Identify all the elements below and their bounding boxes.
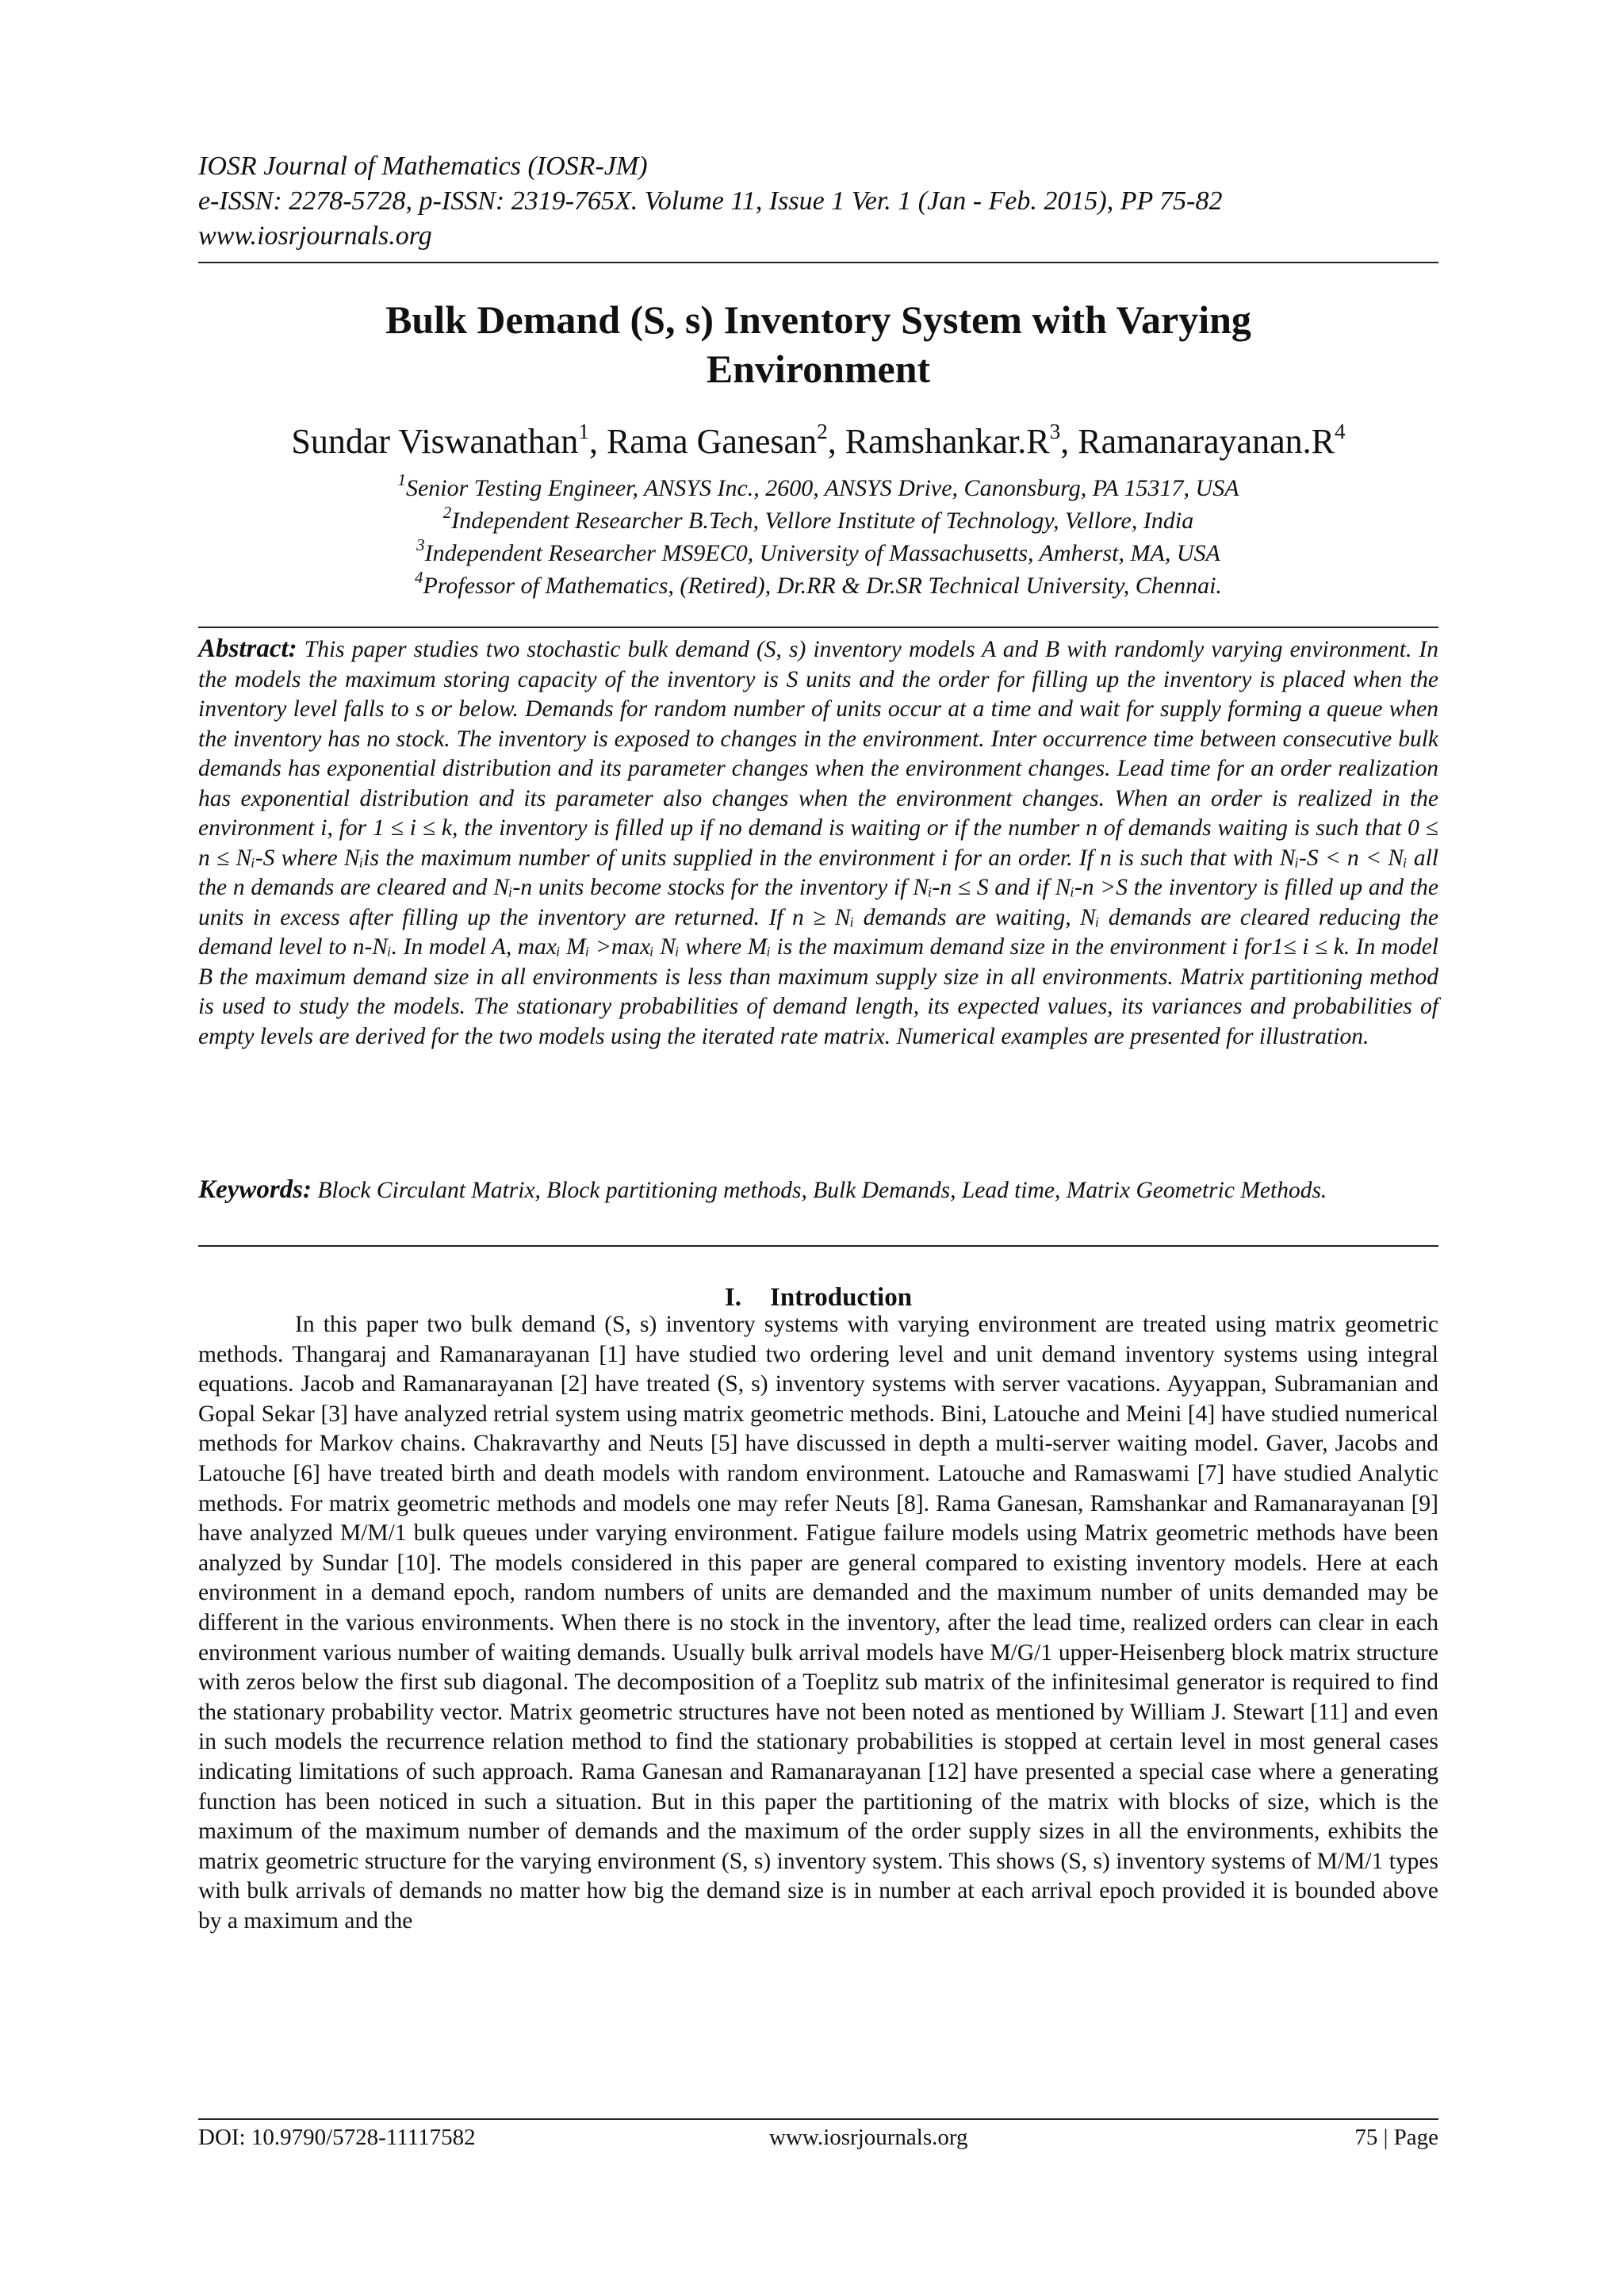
introduction-paragraph: In this paper two bulk demand (S, s) inventory systems with varying environment are treated using matrix geometric methods. Thangaraj and Ramanarayanan [1] have studied two ordering level and unit demand inventory systems using integral equations. Jacob and Ramanarayanan [2] have treated (S, s) inventory systems with server vacations. Ayyappan, Subramanian and Gopal Sekar [3] have analyzed retrial system using matrix geometric methods. Bini, Latouche and Meini [4] have studied numerical methods for Markov chains. Chakravarthy and Neuts [5] have discussed in depth a multi-server waiting model. Gaver, Jacobs and Latouche [6] have treated birth and death models with random environment. Latouche and Ramaswami [7] have studied Analytic methods. For matrix geometric methods and models one may refer Neuts [8]. Rama Ganesan, Ramshankar and Ramanarayanan [9] have analyzed M/M/1 bulk queues under varying environment. Fatigue failure models using Matrix geometric methods have been analyzed by Sundar [10]. The models considered in this paper are general compared to existing inventory models. Here at each environment in a demand epoch, random numbers of units are demanded and the maximum number of units demanded may be different in the various environments. When there is no stock in the inventory, after the lead time, realized orders can clear in each environment various number of waiting demands. Usually bulk arrival models have M/G/1 upper-Heisenberg block matrix structure with zeros below the first sub diagonal. The decomposition of a Toeplitz sub matrix of the infinitesimal generator is required to find the stationary probability vector. Matrix geometric structures have not been noted as mentioned by William J. Stewart [11] and even in such models the recurrence relation method to find the stationary probabilities is stopped at certain level in most general cases indicating limitations of such approach. Rama Ganesan and Ramanarayanan [12] have presented a special case where a generating function has been noticed in such a situation. But in this paper the partitioning of the matrix with blocks of size, which is the maximum of the maximum number of demands and the maximum of the order supply sizes in all the environments, exhibits the matrix geometric structure for the varying environment (S, s) inventory system. This shows (S, s) inventory systems of M/M/1 types with bulk arrivals of demands no matter how big the demand size is in number at each arrival epoch provided it is bounded above by a maximum and the bbox=[198, 1312, 1438, 1934]
abstract-bottom-rule bbox=[198, 1245, 1438, 1247]
affiliation-sup: 2 bbox=[442, 502, 452, 522]
affiliation-sup: 4 bbox=[415, 567, 423, 587]
footer-doi: DOI: 10.9790/5728-11117582 bbox=[198, 2125, 476, 2150]
abstract-text: This paper studies two stochastic bulk demand (S, s) inventory models A and B with randomly varying environment. In the models the maximum storing capacity of the inventory is S units and the order for filling up the inventory is placed when the inventory level falls to s or below. Demands for random number of units occur at a time and wait for supply forming a queue when the inventory has no stock. The inventory is exposed to changes in the environment. Inter occurrence time between consecutive bulk demands has exponential distribution and its parameter changes when the environment changes. Lead time for an order realization has exponential distribution and its parameter also changes when the environment changes. When an order is realized in the environment i, for 1 ≤ i ≤ k, the inventory is filled up if no demand is waiting or if the number n of demands waiting is such that 0 ≤ n ≤ Nᵢ-S where Nᵢis the maximum number of units supplied in the environment i for an order. If n is such that with Nᵢ-S < n < Nᵢ all the n demands are cleared and Nᵢ-n units become stocks for the inventory if Nᵢ-n ≤ S and if Nᵢ-n >S the inventory is filled up and the units in excess after filling up the inventory are returned. If n ≥ Nᵢ demands are waiting, Nᵢ demands are cleared reducing the demand level to n-Nᵢ. In model A, maxᵢ Mᵢ >maxᵢ Nᵢ where Mᵢ is the maximum demand size in the environment i for1≤ i ≤ k. In model B the maximum demand size in all environments is less than maximum supply size in all environments. Matrix partitioning method is used to study the models. The stationary probabilities of demand length, its expected values, its variances and probabilities of empty levels are derived for the two models using the iterated rate matrix. Numerical examples are presented for illustration. bbox=[198, 637, 1439, 1049]
section-title-text: Introduction bbox=[769, 1283, 913, 1312]
footer-website: www.iosrjournals.org bbox=[769, 2125, 968, 2150]
journal-header bbox=[198, 149, 1438, 254]
author-name: Ramshankar.R bbox=[845, 422, 1050, 461]
section-number: I. bbox=[724, 1283, 741, 1312]
header-rule bbox=[198, 262, 1438, 263]
abstract-label: Abstract: bbox=[198, 634, 297, 663]
title-line-1: Bulk Demand (S, s) Inventory System with Varying bbox=[385, 297, 1251, 342]
affiliation-text: Senior Testing Engineer, ANSYS Inc., 2600, ANSYS Drive, Canonsburg, PA 15317, USA bbox=[405, 475, 1239, 501]
affiliation-sup: 1 bbox=[397, 470, 406, 489]
affiliation bbox=[198, 504, 1438, 537]
title-line-2: Environment bbox=[706, 347, 931, 391]
affiliation-text: Professor of Mathematics, (Retired), Dr.RR & Dr.SR Technical University, Chennai. bbox=[423, 573, 1222, 599]
keywords-label: Keywords: bbox=[198, 1175, 312, 1204]
paper-title bbox=[198, 295, 1438, 393]
author-sup: 4 bbox=[1334, 419, 1346, 443]
author-list: Sundar Viswanathan$^1$, Rama Ganesan$^2$, $Ramshankar.R^3$, $Ramanarayanan.R^4$ bbox=[291, 419, 1346, 461]
journal-website: www.iosrjournals.org bbox=[198, 221, 432, 251]
author-sup: 3 bbox=[1049, 419, 1061, 443]
issn-line: e-ISSN: 2278-5728, p-ISSN: 2319-765X. Volume 11, Issue 1 Ver. 1 (Jan - Feb. 2015), PP 75-82 bbox=[198, 186, 1223, 216]
keywords bbox=[198, 1175, 1438, 1206]
affiliation bbox=[198, 472, 1438, 504]
affiliation-sup: 3 bbox=[416, 535, 425, 554]
abstract-top-rule bbox=[198, 627, 1438, 628]
footer-page-number: 75 | Page bbox=[1354, 2125, 1438, 2150]
keywords-text: Block Circulant Matrix, Block partitioning methods, Bulk Demands, Lead time, Matrix Geometric Methods. bbox=[317, 1178, 1327, 1203]
section-heading bbox=[198, 1282, 1438, 1313]
affiliation-text: Independent Researcher B.Tech, Vellore Institute of Technology, Vellore, India bbox=[451, 508, 1194, 534]
abstract bbox=[198, 634, 1438, 1052]
author-sup: 2 bbox=[817, 419, 828, 443]
author-sup: 1 bbox=[578, 419, 589, 443]
affiliation-list bbox=[198, 472, 1438, 602]
affiliation bbox=[198, 537, 1438, 569]
author-name: Sundar Viswanathan bbox=[291, 422, 579, 461]
author-name: Ramanarayanan.R bbox=[1078, 422, 1335, 461]
footer-rule bbox=[198, 2118, 1438, 2120]
journal-name: IOSR Journal of Mathematics (IOSR-JM) bbox=[198, 151, 648, 181]
affiliation-text: Independent Researcher MS9EC0, University of Massachusetts, Amherst, MA, USA bbox=[424, 540, 1220, 566]
affiliation bbox=[198, 569, 1438, 602]
author-name: Rama Ganesan bbox=[606, 422, 818, 461]
